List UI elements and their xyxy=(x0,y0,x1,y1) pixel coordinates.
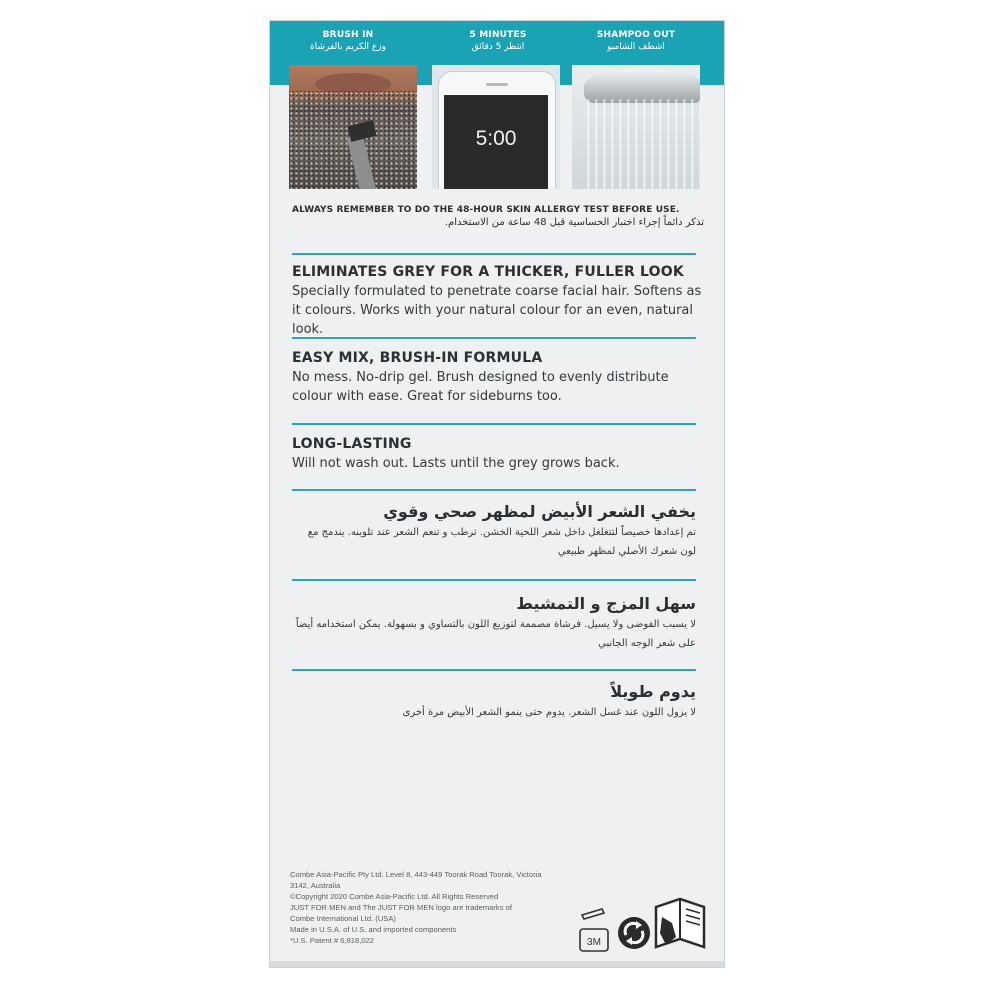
recycle-icon xyxy=(616,913,652,953)
step-label-ar: اشطف الشامبو xyxy=(607,42,665,52)
feature-heading: EASY MIX, BRUSH-IN FORMULA xyxy=(292,350,543,366)
legal-line: JUST FOR MEN and The JUST FOR MEN logo are trademarks of xyxy=(290,903,512,912)
allergy-warning-en: ALWAYS REMEMBER TO DO THE 48-HOUR SKIN ALLERGY TEST BEFORE USE. xyxy=(292,205,680,215)
feature-long-lasting xyxy=(292,435,704,473)
feature-heading-ar: يدوم طويلاً xyxy=(610,682,696,701)
feature-body: No mess. No-drip gel. Brush designed to evenly distribute colour with ease. Great for sideburns too. xyxy=(292,370,669,404)
feature-eliminates-grey-ar xyxy=(292,501,696,561)
step-label-en: SHAMPOO OUT xyxy=(596,30,676,40)
box-bottom-edge xyxy=(270,961,724,967)
allergy-warning xyxy=(292,205,704,228)
divider xyxy=(292,337,696,339)
step-brush-in xyxy=(280,29,416,54)
feature-easy-mix xyxy=(292,349,704,406)
feature-long-lasting-ar xyxy=(292,681,696,722)
feature-body-ar: لا يزول اللون عند غسل الشعر. يدوم حتى ينمو الشعر الأبيض مرة أخرى xyxy=(402,707,696,718)
feature-body: Specially formulated to penetrate coarse facial hair. Softens as it colours. Works with your natural colour for an even, natural look. xyxy=(292,284,702,337)
feature-body-ar: لا يسبب الفوضى ولا يسيل. فرشاة مصممة لتوزيع اللون بالتساوي و بسهولة. يمكن استخدامه أيضاً على شعر الوجه الجانبي xyxy=(295,619,696,649)
feature-easy-mix-ar xyxy=(292,593,696,653)
feature-heading: ELIMINATES GREY FOR A THICKER, FULLER LOOK xyxy=(292,264,684,280)
beard-brush-photo xyxy=(289,65,417,189)
allergy-warning-ar: تذكر دائماً إجراء اختبار الحساسية قبل 48 ساعة من الاستخدام. xyxy=(444,217,704,228)
pao-label: 3M xyxy=(587,937,601,948)
feature-eliminates-grey xyxy=(292,263,704,339)
shower-head-icon xyxy=(584,69,700,103)
read-leaflet-icon xyxy=(652,893,708,953)
step-label-ar: انتظر 5 دقائق xyxy=(471,42,525,52)
divider xyxy=(292,669,696,671)
shower-photo xyxy=(572,65,700,189)
divider xyxy=(292,579,696,581)
legal-line: Combe Asia-Pacific Pty Ltd. Level 8, 443-449 Toorak Road Toorak, Victoria 3142, Australia xyxy=(290,870,542,890)
legal-line: Combe International Ltd. (USA) xyxy=(290,914,396,923)
feature-body: Will not wash out. Lasts until the grey grows back. xyxy=(292,456,620,471)
legal-line: *U.S. Patent # 6,818,022 xyxy=(290,936,375,945)
step-5-minutes xyxy=(430,29,566,54)
feature-heading-ar: يخفي الشعر الأبيض لمظهر صحي وقوي xyxy=(383,502,696,521)
step-label-en: BRUSH IN xyxy=(322,30,374,40)
period-after-opening-icon xyxy=(576,907,612,953)
step-label-ar: وزع الكريم بالفرشاة xyxy=(310,42,386,52)
water-stream xyxy=(582,99,700,189)
step-shampoo-out xyxy=(568,29,704,54)
legal-line: Made in U.S.A. of U.S. and imported components xyxy=(290,925,457,934)
feature-heading-ar: سهل المزج و التمشيط xyxy=(516,594,696,613)
step-label-en: 5 MINUTES xyxy=(469,30,527,40)
phone-speaker xyxy=(486,83,508,86)
legal-text xyxy=(290,869,550,946)
legal-line: ©Copyright 2020 Combe Asia-Pacific Ltd. All Rights Reserved xyxy=(290,892,499,901)
timer-readout: 5:00 xyxy=(475,127,517,150)
divider xyxy=(292,489,696,491)
divider xyxy=(292,253,696,255)
feature-heading: LONG-LASTING xyxy=(292,436,412,452)
phone-timer-photo xyxy=(432,65,560,189)
product-box-back xyxy=(269,20,725,968)
divider xyxy=(292,423,696,425)
feature-body-ar: تم إعدادها خصيصاً لتتغلغل داخل شعر اللحية الخشن. ترطب و تنعم الشعر عند تلوينه. يندمج مع لون شعرك الأصلي لمظهر طبيعي xyxy=(307,527,696,557)
